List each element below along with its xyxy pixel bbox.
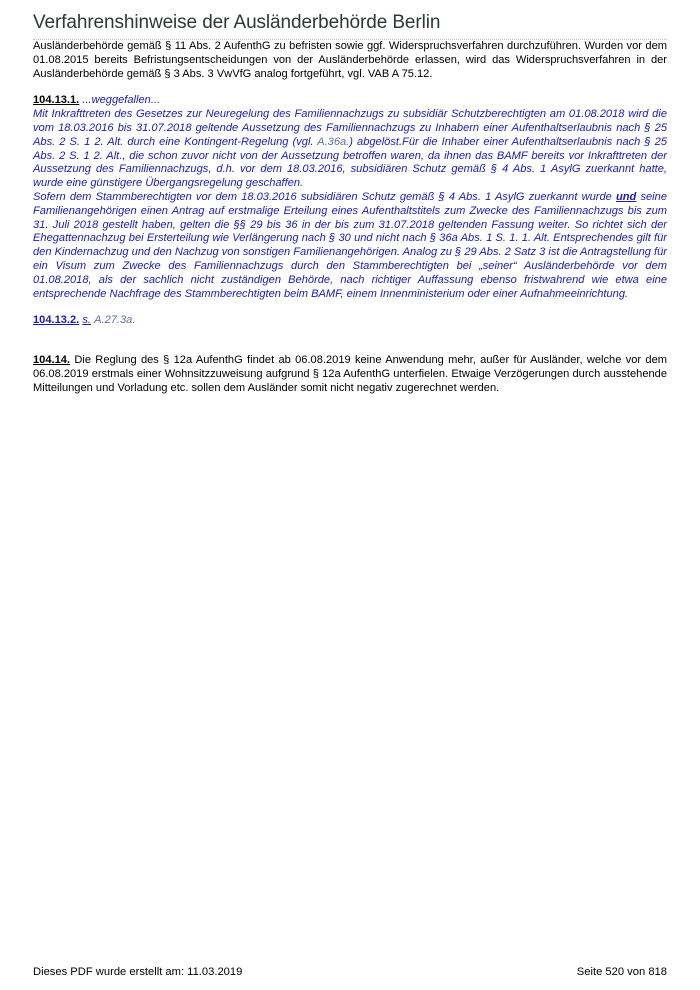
section-104-13-1-paragraph-2 — [33, 191, 667, 301]
see-link[interactable]: s. — [82, 314, 91, 327]
intro-paragraph: Ausländerbehörde gemäß § 11 Abs. 2 AufenthG zu befristen sowie ggf. Widerspruchsverfahren durchzuführen. Wurden vor dem 01.08.2015 bereits Befristungsentscheidungen von der Ausländerbehörde erlassen, wird das Widerspruchsverfahren in der Ausländerbehörde gemäß § 3 Abs. 3 VwVfG analog fortgeführt, vgl. VAB A 75.12. — [33, 40, 667, 80]
section-number: 104.13.1. — [33, 94, 80, 107]
section-number: 104.14. — [33, 354, 71, 367]
section-104-13-1-heading — [33, 94, 667, 108]
footer-created-date: Dieses PDF wurde erstellt am: 11.03.2019 — [33, 966, 243, 978]
page-header — [33, 12, 667, 40]
paragraph-text: ) abgelöst.Für die Inhaber einer Aufenthaltserlaubnis nach § 25 Abs. 2 S. 1 2. Alt., die schon zuvor nicht von der Aussetzung betroffen waren, da ihnen das BAMF bereits vor Inkrafttreten der Aussetzung des Familiennachzugs, d.h. vor dem 18.03.2016, subsidiären Schutz gemäß § 4 Abs. 1 AsylG zuerkannt hatte, wurde eine günstigere Übergangsregelung geschaffen. — [33, 135, 667, 190]
footer-page-number: Seite 520 von 818 — [576, 966, 667, 978]
section-status: ...weggefallen... — [82, 94, 161, 107]
section-number[interactable]: 104.13.2. — [33, 314, 80, 327]
paragraph-text: Sofern dem Stammberechtigten vor dem 18.03.2016 subsidiären Schutz gemäß § 4 Abs. 1 AsylG zuerkannt wurde — [33, 190, 612, 203]
section-104-14 — [33, 354, 667, 395]
section-104-13-2 — [33, 314, 667, 328]
paragraph-text: Die Reglung des § 12a AufenthG findet ab 06.08.2019 keine Anwendung mehr, außer für Ausländer, welche vor dem 06.08.2019 erstmals einer Wohnsitzzuweisung aufgrund § 12a AufenthG unterfielen. Etwaige Verzögerungen durch ausstehende Mitteilungen und Vorladung etc. sollen dem Ausländer somit nicht negativ zugerechnet werden. — [33, 354, 667, 394]
section-104-13-1-paragraph-1 — [33, 108, 667, 191]
emphasis-text: und — [615, 190, 637, 203]
header-title: Verfahrenshinweise der Ausländerbehörde Berlin — [33, 12, 441, 33]
document-body — [33, 40, 667, 396]
cross-reference-link[interactable]: A.27.3a. — [94, 314, 136, 327]
paragraph-text: Mit Inkrafttreten des Gesetzes zur Neuregelung des Familiennachzugs zu subsidiär Schutzberechtigten am 01.08.2018 wird die vom 18.03.2016 bis 31.07.2018 geltende Aussetzung des Familiennachzugs zu Inhabern einer Aufenthaltserlaubnis nach § 25 Abs. 2 S. 1 2. Alt. durch eine Kontingent-Regelung (vgl. — [33, 108, 667, 148]
paragraph-text: seine Familienangehörigen einen Antrag auf erstmalige Erteilung eines Aufenthaltstitels zum Zwecke des Familiennachzugs bis zum 31. Juli 2018 gestellt haben, gelten die §§ 29 bis 36 in der bis zum 31.07.2018 geltenden Fassung weiter. So richtet sich der Ehegattennachzug bei Ersterteilung wie Verlängerung nach § 30 und nicht nach § 36a Abs. 1 S. 1. 1. Alt. Entsprechendes gilt für den Kindernachzug und den Nachzug von sonstigen Familienangehörigen. Analog zu § 29 Abs. 2 Satz 3 ist die Antragstellung für ein Visum zum Zwecke des Familiennachzugs durch den Stammberechtigten bei „seiner“ Ausländerbehörde vor dem 01.08.2018, als der sachlich nicht zuständigen Behörde, nach richtiger Auffassung ebenso fristwahrend wie etwa eine entsprechende Nachfrage des Stammberechtigten beim BAMF, einem Innenministerium oder einer Aufnahmeeinrichtung. — [33, 190, 667, 300]
cross-reference-link[interactable]: A.36a. — [317, 135, 350, 148]
